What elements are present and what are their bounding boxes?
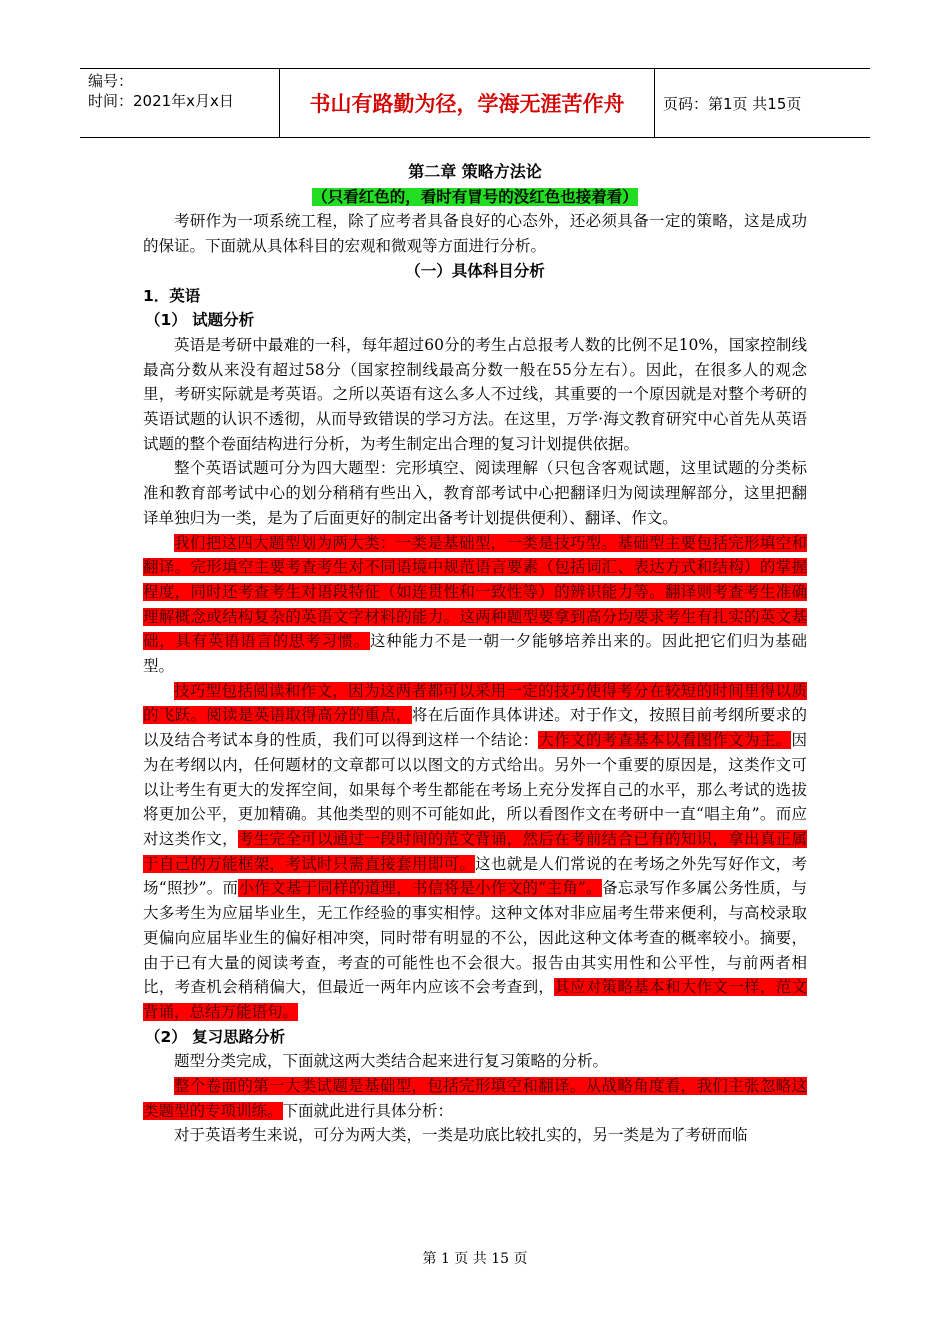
highlight: 整个卷面的第一大类试题是基础型，包括完形填空和翻译。从战略角度看，我们主张忽略这类题型的专项训练。	[143, 1077, 807, 1120]
highlight: 技巧型包括阅读和作文，因为这两者都可以采用一定的技巧使得考分在较短的时间里得以质的飞跃。阅读是英语取得高分的重点，	[143, 681, 807, 725]
text-run: 这种能力不是一朝一夕能够培养出来的。因此把它们归为基础型。	[143, 632, 807, 676]
subject-heading: 1．英语	[143, 286, 201, 305]
highlight: 我们把这四大题型划为两大类：一类是基础型，一类是技巧型。基础型主要包括完形填空和翻译。完形填空主要考查考生对不同语境中规范语言要素（包括词汇、表达方式和结构）的掌握程度，同时还考查考生对语段特征（如连贯性和一致性等）的辨识能力等。翻译则考查考生准确理解概念或结构复杂的英语文字材料的能力。这两种题型要拿到高分均要求考生有扎实的英文基础，具有英语语言的思考习惯。	[143, 533, 807, 651]
chapter-title: 第二章 策略方法论	[408, 162, 542, 181]
date-label: 时间：2021年x月x日	[88, 92, 234, 110]
paragraph-2: 整个英语试题可分为四大题型：完形填空、阅读理解（只包含客观试题，这里试题的分类标准和教育部考试中心的划分稍稍有些出入，教育部考试中心把翻译归为阅读理解部分，这里把翻译单独归为一类，是为了后面更好的制定出备考计划提供便利）、翻译、作文。	[143, 459, 807, 527]
paragraph-5: 题型分类完成，下面就这两大类结合起来进行复习策略的分析。	[174, 1052, 609, 1071]
sub-heading-2: （2） 复习思路分析	[145, 1027, 286, 1046]
paragraph-3	[143, 531, 807, 679]
highlight: 大作文的考查基本以看图作文为主。	[538, 731, 792, 750]
highlight: 考生完全可以通过一段时间的范文背诵，然后在考前结合已有的知识，拿出真正属于自己的万能框架，考试时只需直接套用即可。	[143, 829, 807, 873]
page-footer: 第 1 页 共 15 页	[422, 1251, 528, 1267]
paragraph-1: 英语是考研中最难的一科，每年超过60分的考生占总报考人数的比例不足10%，国家控制线最高分数从来没有超过58分（国家控制线最高分数一般在55分左右）。因此，在很多人的观念里，考研实际就是考英语。之所以英语有这么多人不过线，其重要的一个原因就是对整个考研的英语试题的认识不透彻，从而导致错误的学习方法。在这里，万学·海文教育研究中心首先从英语试题的整个卷面结构进行分析，为考生制定出合理的复习计划提供依据。	[143, 335, 807, 453]
intro-paragraph: 考研作为一项系统工程，除了应考者具备良好的心态外，还必须具备一定的策略，这是成功的保证。下面就从具体科目的宏观和微观等方面进行分析。	[143, 212, 807, 256]
note-line	[143, 185, 807, 210]
text-run: 将在后面作具体讲述。对于作文，按照目前考纲所要求的以及结合考试本身的性质，我们可以得到这样一个结论：	[143, 706, 807, 750]
paragraph-4	[143, 679, 807, 1025]
highlight: 其应对策略基本和大作文一样，范文背诵，总结万能语句。	[143, 978, 807, 1021]
header-left-cell	[80, 69, 280, 137]
header-table	[80, 68, 870, 138]
section-title: （一）具体科目分析	[405, 261, 545, 280]
highlight: 小作文基于同样的道理，书信将是小作文的“主角”。	[238, 879, 603, 898]
sub-heading-1: （1） 试题分析	[145, 311, 255, 330]
text-run: 因为在考纲以内，任何题材的文章都可以以图文的方式给出。另外一个重要的原因是，这类作文可以让考生有更大的发挥空间，如果每个考生都能在考场上充分发挥自己的水平，那么考试的选拔将更加公平，更加精确。其他类型的则不可能如此，所以看图作文在考研中一直“唱主角”。而应对这类作文，	[143, 731, 807, 848]
green-note: （只看红色的，看时有冒号的没红色也接着看）	[312, 187, 638, 206]
motto: 书山有路勤为径，学海无涯苦作舟	[280, 69, 655, 137]
text-run: 这也就是人们常说的在考场之外先写好作文，考场“照抄”。而	[143, 854, 807, 898]
paragraph-7: 对于英语考生来说，可分为两大类，一类是功底比较扎实的，另一类是为了考研而临	[174, 1126, 748, 1145]
text-run: 下面就此进行具体分析：	[282, 1101, 454, 1120]
number-label: 编号：	[88, 72, 134, 90]
document-body	[143, 160, 807, 1148]
paragraph-6	[143, 1074, 807, 1123]
text-run: 备忘录写作多属公务性质，与大多考生为应届毕业生，无工作经验的事实相悖。这种文体对非应届考生带来便利，与高校录取更偏向应届毕业生的偏好相冲突，同时带有明显的不公，因此这种文体考查的概率较小。摘要，由于已有大量的阅读考查，考查的可能性也不会很大。报告由其实用性和公平性，与前两者相比，考查机会稍稍偏大，但最近一两年内应该不会考查到，	[143, 879, 807, 997]
page-label: 页码：第1页 共15页	[663, 94, 802, 113]
